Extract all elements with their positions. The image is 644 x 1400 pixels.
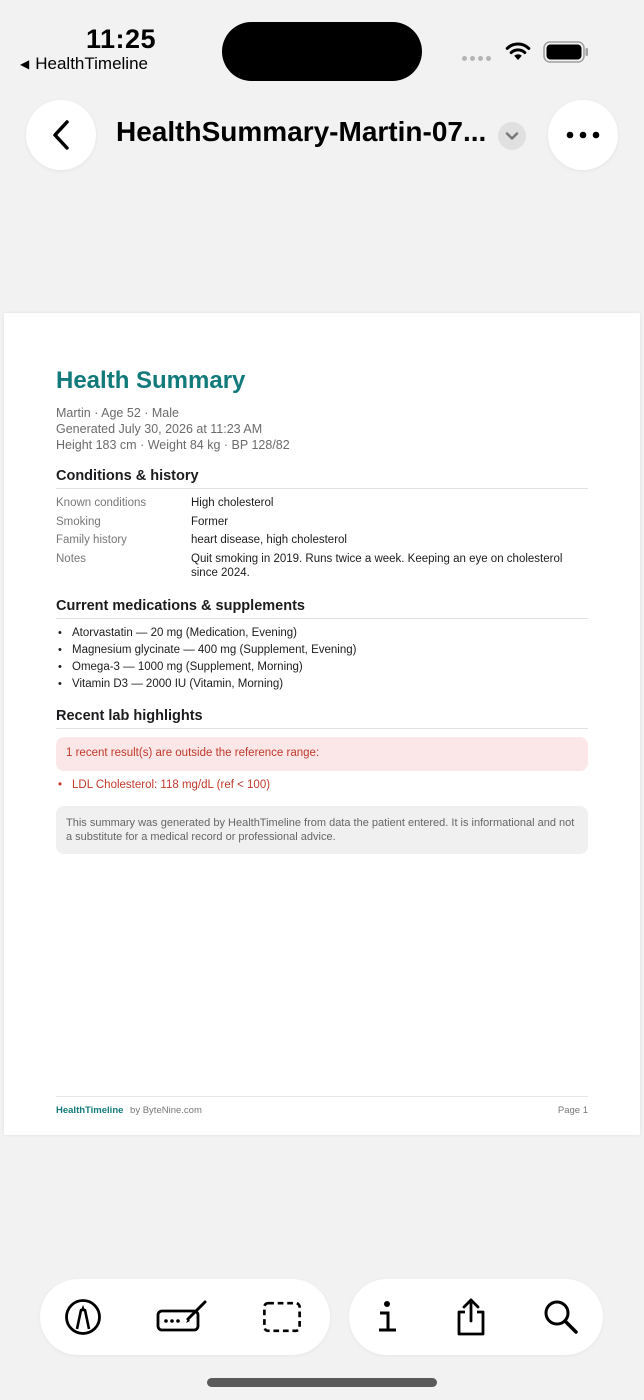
markup-toolbar <box>40 1279 330 1355</box>
back-app-label: HealthTimeline <box>35 54 148 73</box>
battery-icon <box>543 41 589 63</box>
pdf-page[interactable] <box>4 313 640 1135</box>
patient-meta-line: Martin · Age 52 · Male <box>56 406 179 420</box>
generated-line: Generated July 30, 2026 at 11:23 AM <box>56 422 263 436</box>
list-item: • Vitamin D3 — 2000 IU (Vitamin, Morning) <box>56 677 588 691</box>
condition-label: Family history <box>56 534 127 547</box>
vitals-line: Height 183 cm · Weight 84 kg · BP 128/82 <box>56 438 290 452</box>
page-footer <box>56 1096 588 1116</box>
condition-row <box>56 515 588 529</box>
disclaimer-box: This summary was generated by HealthTimeline from data the patient entered. It is informational and not a substitute for a medical record or professional advice. <box>56 806 588 854</box>
summary-title: Health Summary <box>56 367 246 394</box>
condition-row <box>56 496 588 510</box>
select-region-button[interactable] <box>262 1297 302 1337</box>
condition-label: Notes <box>56 552 87 565</box>
title-menu-chevron-icon <box>505 131 519 141</box>
lab-result-list <box>56 778 588 792</box>
select-region-icon <box>262 1300 302 1334</box>
back-triangle-icon: ◀ <box>20 57 30 71</box>
search-button[interactable] <box>541 1297 581 1337</box>
list-item: • Atorvastatin — 20 mg (Medication, Evening) <box>56 626 588 640</box>
condition-value: Former <box>191 515 229 528</box>
wifi-icon <box>504 40 532 62</box>
back-chevron-icon <box>50 119 72 151</box>
actions-toolbar <box>349 1279 603 1355</box>
condition-value: heart disease, high cholesterol <box>191 534 347 547</box>
cellular-signal-icon <box>462 56 491 61</box>
condition-row <box>56 533 588 547</box>
conditions-heading: Conditions & history <box>56 468 588 489</box>
more-button[interactable] <box>548 100 618 170</box>
more-ellipsis-icon <box>566 131 600 139</box>
medication-list <box>56 626 588 691</box>
home-indicator[interactable] <box>207 1378 437 1387</box>
condition-label: Known conditions <box>56 497 147 509</box>
labs-heading: Recent lab highlights <box>56 708 588 729</box>
footer-brand: HealthTimeline <box>56 1105 124 1116</box>
signature-button[interactable] <box>154 1297 210 1337</box>
back-button[interactable] <box>26 100 96 170</box>
markup-pen-icon <box>64 1298 102 1336</box>
signature-keyboard-icon <box>155 1299 209 1335</box>
markup-button[interactable] <box>63 1297 103 1337</box>
out-of-range-alert: 1 recent result(s) are outside the reference range: <box>56 737 588 771</box>
search-icon <box>543 1299 579 1335</box>
list-item: • Omega-3 — 1000 mg (Supplement, Morning) <box>56 660 588 674</box>
info-button[interactable] <box>367 1297 407 1337</box>
document-title[interactable]: HealthSummary-Martin-07... <box>116 116 487 147</box>
list-item: • Magnesium glycinate — 400 mg (Supplement, Evening) <box>56 643 588 657</box>
condition-label: Smoking <box>56 515 101 528</box>
title-menu-button[interactable] <box>498 122 526 150</box>
page-number: Page 1 <box>557 1105 588 1116</box>
condition-row <box>56 552 588 580</box>
condition-value: High cholesterol <box>191 497 274 509</box>
share-icon <box>454 1297 488 1337</box>
back-to-app-link[interactable] <box>20 54 148 74</box>
dynamic-island <box>222 22 422 81</box>
footer-credit: by ByteNine.com <box>130 1105 202 1116</box>
info-icon <box>375 1299 399 1335</box>
list-item: • LDL Cholesterol: 118 mg/dL (ref < 100) <box>56 778 588 792</box>
share-button[interactable] <box>451 1297 491 1337</box>
condition-value: Quit smoking in 2019. Runs twice a week. Keeping an eye on cholesterol since 2024. <box>191 552 563 579</box>
status-time: 11:25 <box>86 24 157 54</box>
medications-heading: Current medications & supplements <box>56 598 588 619</box>
